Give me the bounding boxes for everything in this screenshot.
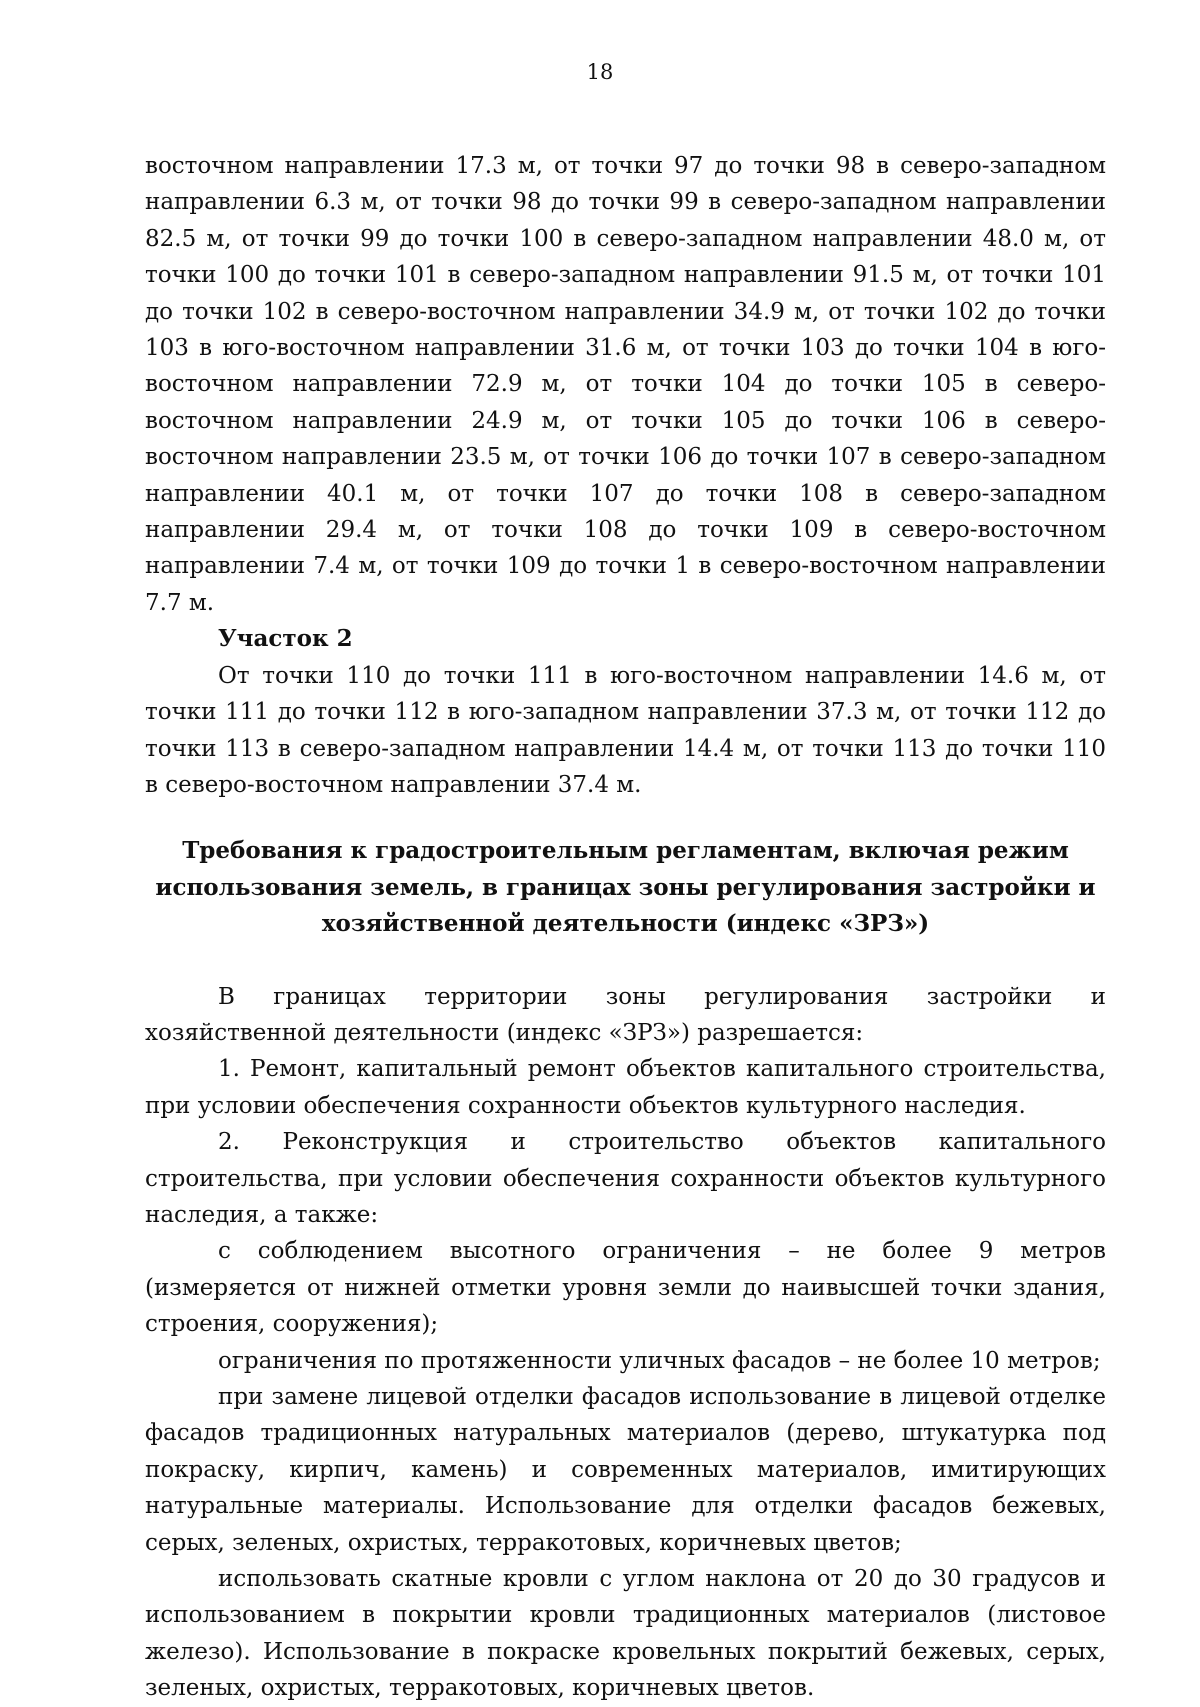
body-paragraph: ограничения по протяженности уличных фасадов – не более 10 метров; — [218, 1347, 1101, 1374]
page-number: 18 — [586, 60, 614, 84]
body-paragraph: использовать скатные кровли с углом наклона от 20 до 30 градусов и использованием в покрытии кровли традиционных материалов (листовое железо). Использование в покраске кровельных покрытий бежевых, серых, зеленых, охристых, терракотовых, коричневых цветов. — [145, 1566, 1106, 1702]
body-paragraph: с соблюдением высотного ограничения – не более 9 метров (измеряется от нижней отметки уровня земли до наивысшей точки здания, строения, сооружения); — [145, 1238, 1106, 1338]
plot-2-paragraph: От точки 110 до точки 111 в юго-восточном направлении 14.6 м, от точки 111 до точки 112 в юго-западном направлении 37.3 м, от точки 112 до точки 113 в северо-западном направлении 14.4 м, от точки 113 до точки 110 в северо-восточном направлении 37.4 м. — [145, 662, 1106, 798]
body-paragraph: 1. Ремонт, капитальный ремонт объектов капитального строительства, при условии обеспечения сохранности объектов культурного наследия. — [145, 1056, 1106, 1119]
continuation-paragraph: восточном направлении 17.3 м, от точки 97 до точки 98 в северо-западном направлении 6.3 м, от точки 98 до точки 99 в северо-западном направлении 82.5 м, от точки 99 до точки 100 в северо-западном направлении 48.0 м, от точки 100 до точки 101 в северо-западном направлении 91.5 м, от точки 101 до точки 102 в северо-восточном направлении 34.9 м, от точки 102 до точки 103 в юго-восточном направлении 31.6 м, от точки 103 до точки 104 в юго-восточном направлении 72.9 м, от точки 104 до точки 105 в северо-восточном направлении 24.9 м, от точки 105 до точки 106 в северо-восточном направлении 23.5 м, от точки 106 до точки 107 в северо-западном направлении 40.1 м, от точки 107 до точки 108 в северо-западном направлении 29.4 м, от точки 108 до точки 109 в северо-восточном направлении 7.4 м, от точки 109 до точки 1 в северо-восточном направлении 7.7 м. — [145, 153, 1106, 616]
page-body — [145, 148, 1106, 1707]
body-paragraph: В границах территории зоны регулирования застройки и хозяйственной деятельности (индекс «ЗРЗ») разрешается: — [145, 983, 1106, 1046]
body-paragraph: 2. Реконструкция и строительство объектов капитального строительства, при условии обеспечения сохранности объектов культурного наследия, а также: — [145, 1129, 1106, 1228]
plot-2-label: Участок 2 — [218, 625, 353, 653]
body-paragraph: при замене лицевой отделки фасадов использование в лицевой отделке фасадов традиционных натуральных материалов (дерево, штукатурка под покраску, кирпич, камень) и современных материалов, имитирующих натуральные материалы. Использование для отделки фасадов бежевых, серых, зеленых, охристых, терракотовых, коричневых цветов; — [145, 1384, 1106, 1556]
section-heading: Требования к градостроительным регламентам, включая режим использования земель, в границах зоны регулирования застройки и хозяйственной деятельности (индекс «ЗРЗ») — [155, 837, 1096, 938]
